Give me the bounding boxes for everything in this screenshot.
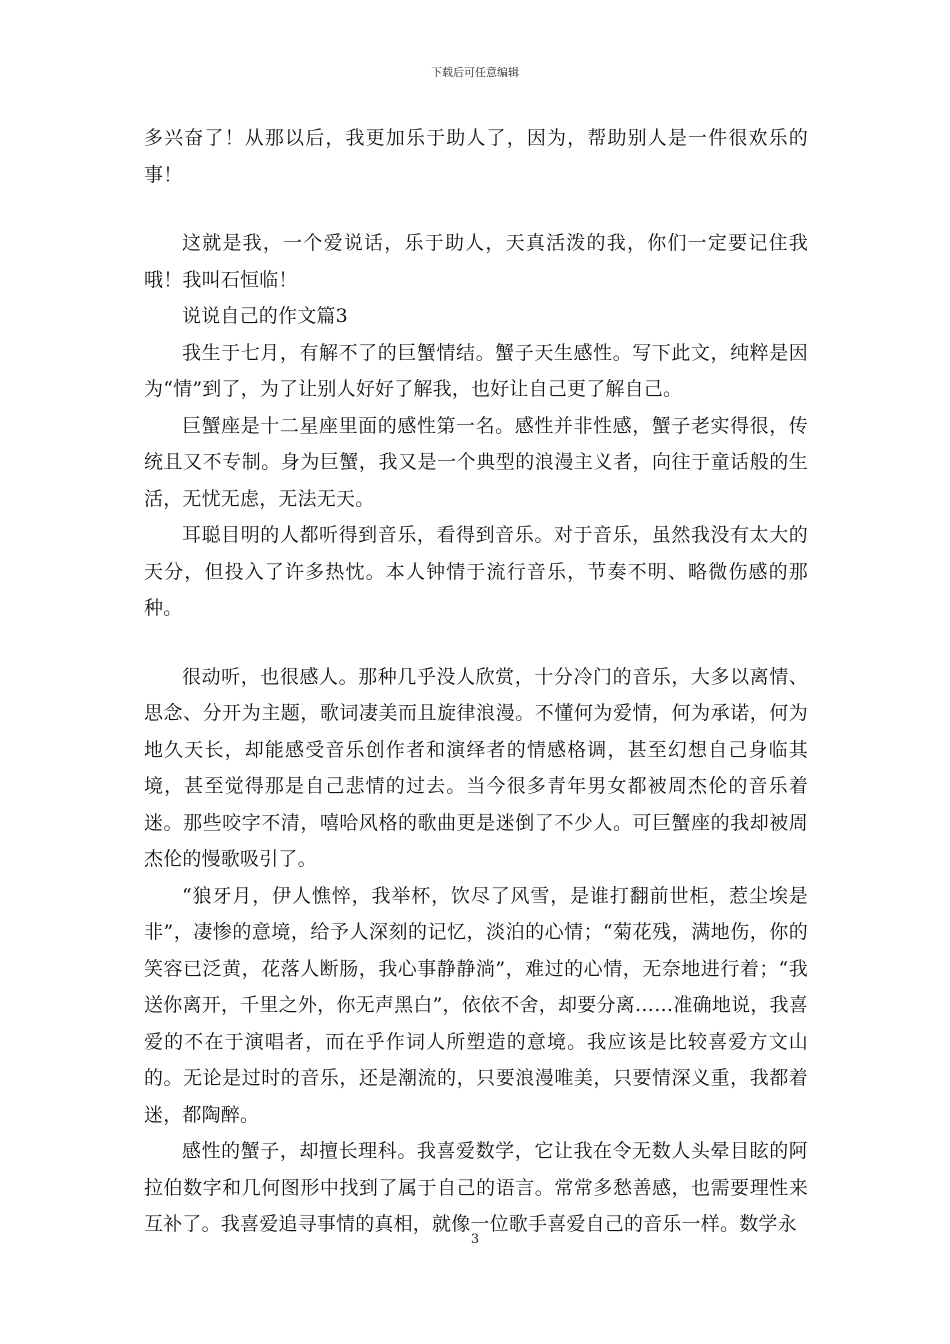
page-header: 下载后可任意编辑: [431, 66, 519, 79]
paragraph-music-intro: 耳聪目明的人都听得到音乐，看得到音乐。对于音乐，虽然我没有太大的天分，但投入了许多热忱。本人钟情于流行音乐，节奏不明、略微伤感的那种。: [144, 524, 808, 619]
paragraph-music-feeling: 很动听，也很感人。那种几乎没人欣赏，十分冷门的音乐，大多以离情、思念、分开为主题，歌词凄美而且旋律浪漫。不懂何为爱情，何为承诺，何为地久天长，却能感受音乐创作者和演绎者的情感格调，甚至幻想自己身临其境，甚至觉得那是自己悲情的过去。当今很多青年男女都被周杰伦的音乐着迷。那些咬字不清，嘻哈风格的歌曲更是迷倒了不少人。可巨蟹座的我却被周杰伦的慢歌吸引了。: [144, 665, 808, 870]
paragraph-math: 感性的蟹子，却擅长理科。我喜爱数学，它让我在令无数人头晕目眩的阿拉伯数字和几何图形中找到了属于自己的语言。常常多愁善感，也需要理性来互补了。我喜爱追寻事情的真相，就像一位歌手喜爱自己的音乐一样。数学永: [144, 1140, 808, 1235]
paragraph-continuation: 多兴奋了！从那以后，我更加乐于助人了，因为，帮助别人是一件很欢乐的事！: [144, 127, 808, 186]
paragraph-lyrics: “狼牙月，伊人憔悴，我举杯，饮尽了风雪，是谁打翻前世柜，惹尘埃是非”，凄惨的意境，给予人深刻的记忆，淡泊的心情；“菊花残，满地伤，你的笑容已泛黄，花落人断肠，我心事静静淌”，难过的心情，无奈地进行着；“我送你离开，千里之外，你无声黑白”，依依不舍，却要分离……准确地说，我喜爱的不在于演唱者，而在乎作词人所塑造的意境。我应该是比较喜爱方文山的。无论是过时的音乐，还是潮流的，只要浪漫唯美，只要情深义重，我都着迷，都陶醉。: [144, 884, 808, 1126]
page-number: 3: [470, 1232, 480, 1247]
document-body: [144, 120, 808, 1243]
paragraph-self-intro-end: 这就是我，一个爱说话，乐于助人，天真活泼的我，你们一定要记住我哦！我叫石恒临！: [144, 232, 808, 291]
paragraph-birth-month: 我生于七月，有解不了的巨蟹情结。蟹子天生感性。写下此文，纯粹是因为“情”到了，为了让别人好好了解我，也好让自己更了解自己。: [144, 341, 808, 400]
paragraph-cancer-sign: 巨蟹座是十二星座里面的感性第一名。感性并非性感，蟹子老实得很，传统且又不专制。身为巨蟹，我又是一个典型的浪漫主义者，向往于童话般的生活，无忧无虑，无法无天。: [144, 414, 808, 510]
section-heading: 说说自己的作文篇3: [182, 305, 348, 327]
